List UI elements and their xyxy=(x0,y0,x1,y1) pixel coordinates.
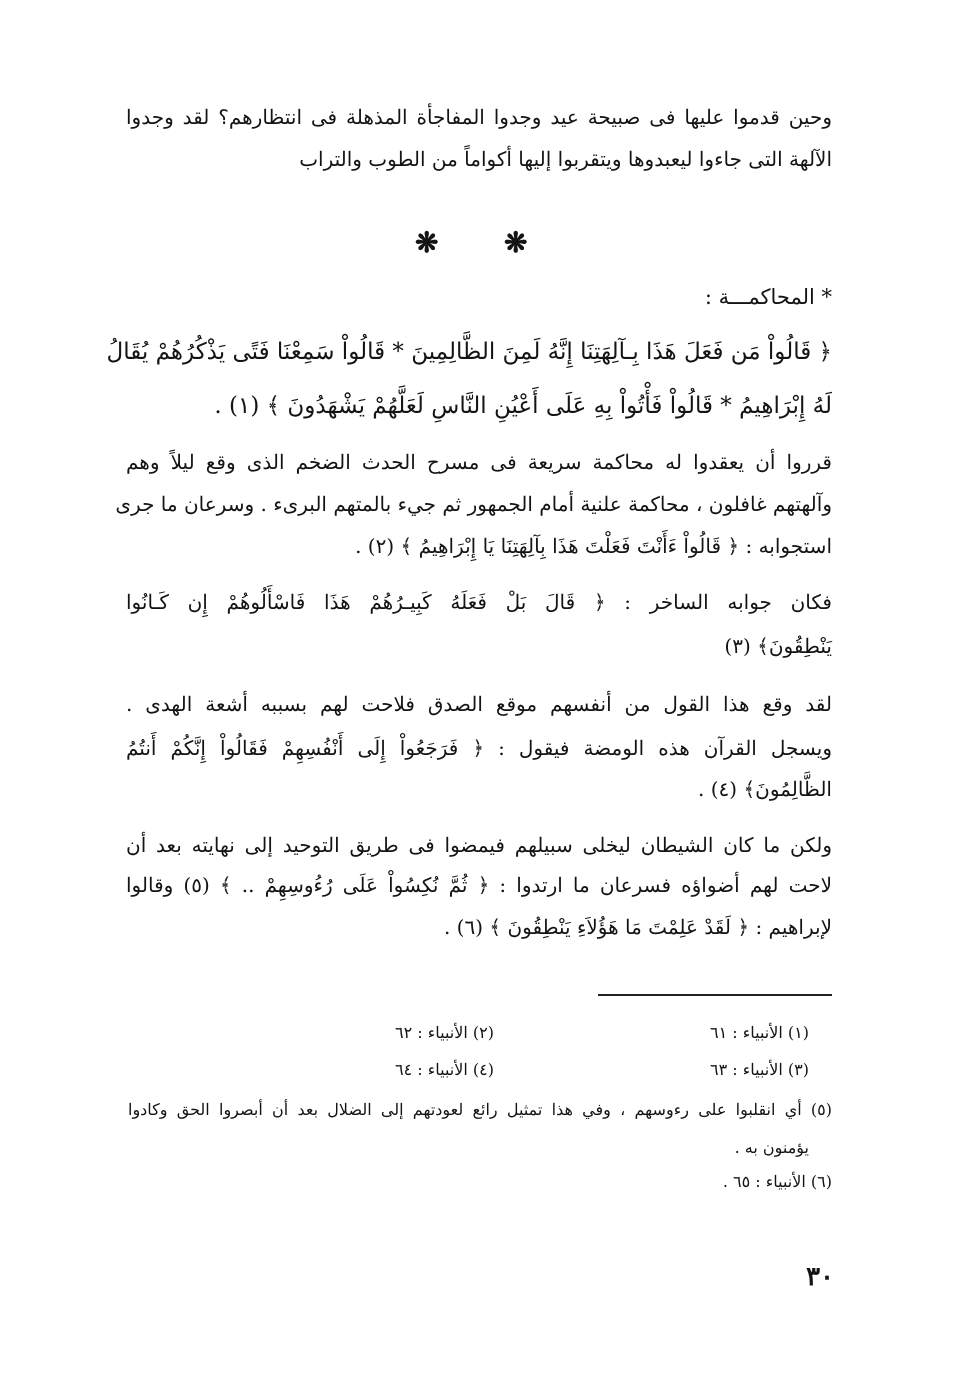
footnote-divider xyxy=(598,994,832,996)
footnote-4: (٤) الأنبياء : ٦٤ xyxy=(395,1060,494,1079)
footnote-2: (٢) الأنبياء : ٦٢ xyxy=(395,1023,494,1042)
verse-1-line-2: لَهُ إِبْرَاهِيمُ * قَالُواْ فَأْتُواْ بِهِ عَلَى أَعْيُنِ النَّاسِ لَعَلَّهُمْ يَشْهَدُونَ ﴾ (١) . xyxy=(214,393,832,419)
page-number: ٣٠ xyxy=(806,1262,834,1292)
paragraph-4-line-3: الظَّالِمُونَ﴾ (٤) . xyxy=(698,777,832,801)
paragraph-2-line-1: قرروا أن يعقدوا له محاكمة سريعة فى مسرح الحدث الضخم الذى وقع ليلاً وهم xyxy=(126,450,832,474)
paragraph-3-line-1: فكان جوابه الساخر : ﴿ قَالَ بَلْ فَعَلَهُ كَبِيـرُهُمْ هَذَا فَاسْأَلُوهُمْ إِن كَـانُوا xyxy=(126,590,832,614)
paragraph-2-line-2: وآلهتهم غافلون ، محاكمة علنية أمام الجمهور ثم جيء بالمتهم البرىء . وسرعان ما جرى xyxy=(115,492,832,516)
paragraph-4-line-2: ويسجل القرآن هذه الومضة فيقول : ﴿ فَرَجَعُواْ إِلَى أَنْفُسِهِمْ فَقَالُواْ إِنَّكُمْ أَنتُمُ xyxy=(126,736,832,760)
footnote-1: (١) الأنبياء : ٦١ xyxy=(710,1023,809,1042)
paragraph-5-line-1: ولكن ما كان الشيطان ليخلى سبيلهم فيمضوا فى طريق التوحيد إلى نهايته بعد أن xyxy=(126,833,832,857)
paragraph-5-line-3: لإبراهيم : ﴿ لَقَدْ عَلِمْتَ مَا هَؤُلاَءِ يَنْطِقُونَ ﴾ (٦) . xyxy=(443,915,832,939)
separator-star-right: ❋ xyxy=(504,226,528,259)
verse-1-line-1: ﴿ قَالُواْ مَن فَعَلَ هَذَا بِـآلِهَتِنَا إِنَّهُ لَمِنَ الظَّالِمِينَ * قَالُواْ سَمِعْنَا فَتًى يَذْكُرُهُمْ يُقَالُ xyxy=(106,339,832,365)
paragraph-1-line-2: الآلهة التى جاءوا ليعبدوها ويتقربوا إليها أكواماً من الطوب والتراب xyxy=(299,147,832,171)
separator-star-left: ❋ xyxy=(415,226,439,259)
footnote-5-line-1: (٥) أي انقلبوا على رءوسهم ، وفي هذا تمثيل رائع لعودتهم إلى الضلال بعد أن أبصروا الحق وكادوا xyxy=(128,1100,832,1119)
section-heading: * المحاكمـــة : xyxy=(704,285,832,309)
footnote-3: (٣) الأنبياء : ٦٣ xyxy=(710,1060,809,1079)
footnote-5-line-2: يؤمنون به . xyxy=(734,1138,809,1157)
paragraph-3-line-2: يَنْطِقُونَ﴾ (٣) xyxy=(724,634,832,658)
paragraph-5-line-2: لاحت لهم أضواؤه فسرعان ما ارتدوا : ﴿ ثُمَّ نُكِسُواْ عَلَى رُءُوسِهِمْ .. ﴾ (٥) وقالوا xyxy=(126,873,832,897)
paragraph-1-line-1: وحين قدموا عليها فى صبيحة عيد وجدوا المفاجأة المذهلة فى انتظارهم؟ لقد وجدوا xyxy=(126,105,832,129)
footnote-6: (٦) الأنبياء : ٦٥ . xyxy=(722,1172,832,1191)
paragraph-4-line-1: لقد وقع هذا القول من أنفسهم موقع الصدق فلاحت لهم بسببه أشعة الهدى . xyxy=(126,692,832,716)
paragraph-2-line-3: استجوابه : ﴿ قَالُواْ ءَأَنْتَ فَعَلْتَ هَذَا بِآلِهَتِنَا يَا إِبْرَاهِيمُ ﴾ (٢) . xyxy=(355,534,832,558)
